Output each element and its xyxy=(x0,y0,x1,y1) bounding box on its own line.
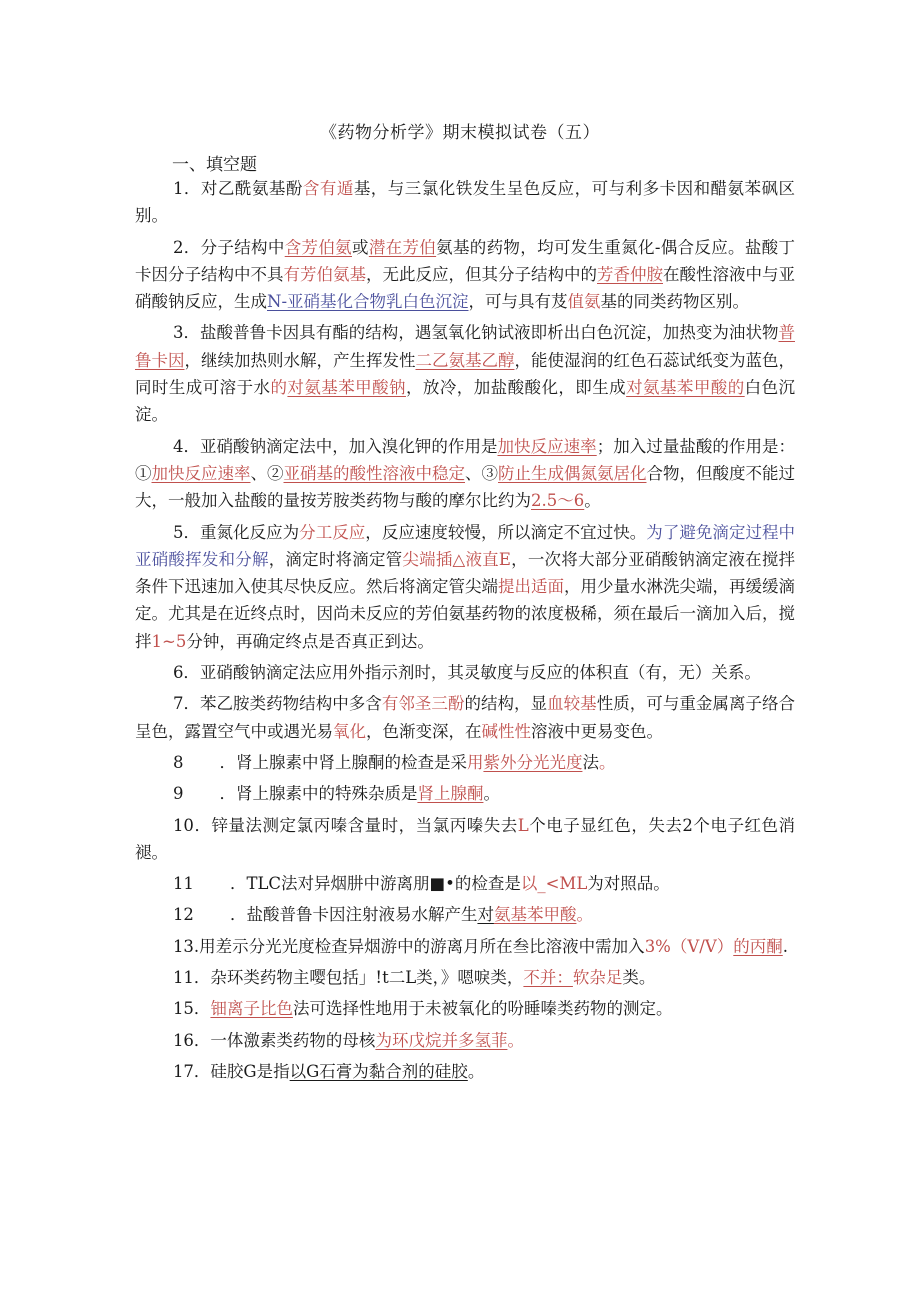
answer-text: 氨基苯甲酸 xyxy=(493,905,577,925)
question-text: 性质，可与重金属离子络合呈色，露置空气中或遇光易 xyxy=(135,694,796,741)
answer-text: 值氨 xyxy=(567,292,601,312)
question-text: . xyxy=(782,936,789,956)
question-q17 xyxy=(135,1058,795,1085)
question-q8 xyxy=(135,749,795,776)
question-text: 17．硅胶G是指 xyxy=(172,1061,290,1081)
question-q9 xyxy=(135,780,795,807)
question-text: 15． xyxy=(172,999,211,1019)
answer-text: 加快反应速率 xyxy=(151,463,251,483)
answer-text: 碱性性 xyxy=(481,721,531,741)
question-text: 11 xyxy=(172,874,194,894)
answer-text: 含芳伯氨 xyxy=(284,237,352,257)
question-text: 11．杂环类药物主嘤包括」!t二L类，》嗯唳类， xyxy=(172,968,524,988)
answer-text: 提出适面 xyxy=(498,577,564,597)
answer-text: L xyxy=(517,815,529,835)
question-text: 4．亚硝酸钠滴定法中，加入溴化钾的作用是 xyxy=(172,436,498,456)
question-text: ，放冷，加盐酸酸化，即生成 xyxy=(405,378,627,398)
question-text: 的结构，显 xyxy=(464,694,548,714)
answer-text: 以_<ML xyxy=(520,874,588,894)
question-text: 1．对乙酰氨基酚 xyxy=(172,179,303,198)
question-text: ；加入过量盐酸的作用是：① xyxy=(135,436,796,483)
answer-text: 含有遁 xyxy=(302,179,354,198)
question-text: 基，与三氯化铁发生呈色反应，可与利多卡因和醋氨苯砜区别。 xyxy=(135,179,796,226)
question-text: 法 xyxy=(582,752,599,772)
question-text: 溶液中更易变色。 xyxy=(531,721,663,741)
question-list xyxy=(135,175,795,1089)
answer-text: 有邻圣三酚 xyxy=(381,694,465,714)
question-q1 xyxy=(135,175,795,230)
question-text: 法可选择性地用于未被氧化的吩睡嗪类药物的测定。 xyxy=(292,999,673,1019)
question-text: 、② xyxy=(250,463,284,483)
question-text: 2．分子结构中 xyxy=(172,237,285,257)
answer-text: 血较基 xyxy=(547,694,597,714)
question-text: 3．盐酸普鲁卡因具有酯的结构，遇氢氧化钠试液即析出白色沉淀，加热变为油状物 xyxy=(172,323,779,343)
answer-text: 3%（V/V） xyxy=(644,936,734,956)
answer-text: 亚硝基的酸性溶液中稳定 xyxy=(283,463,465,483)
question-q12 xyxy=(135,901,795,928)
question-q16 xyxy=(135,1027,795,1054)
question-text: ，可与具有芨 xyxy=(468,292,568,312)
answer-text: 。 xyxy=(576,905,593,925)
question-q2 xyxy=(135,234,795,316)
answer-text: 有芳伯氨基 xyxy=(283,264,366,284)
answer-text: 不并： xyxy=(523,968,573,988)
question-text: 8 xyxy=(172,752,184,772)
answer-text: 防止生成偶氮氨居化 xyxy=(498,463,647,483)
question-text: 合物，但酸度不能过大，一般加入盐酸的量按芳胺类药物与酸的摩尔比约为 xyxy=(135,463,795,511)
question-text: 。 xyxy=(483,784,500,804)
answer-text: 软杂足 xyxy=(572,968,623,988)
answer-text: 为环戊烷并多氢菲 xyxy=(375,1030,508,1050)
question-text: 、③ xyxy=(465,463,498,483)
answer-text: 为了避免滴定过程中亚硝酸挥发和分解 xyxy=(135,522,796,569)
question-q5 xyxy=(135,519,795,655)
question-q14 xyxy=(135,964,795,991)
question-text: ，能使湿润的红色石蕊试纸变为蓝色，同时生成可溶于水 xyxy=(135,350,795,398)
answer-text: 对氨基苯甲酸的 xyxy=(626,378,745,398)
question-text: ，用少量水淋洗尖端，再缓缓滴定。尤其是在近终点时，因尚未反应的芳伯氨基药物的浓度极稀，须在最后一滴加入后，搅拌 xyxy=(135,577,795,651)
question-text: 白色沉淀。 xyxy=(135,378,796,425)
question-q3 xyxy=(135,319,795,428)
answer-text: 1~5 xyxy=(151,631,187,651)
question-text: ．肾上腺素中肾上腺酮的检查是采 xyxy=(219,752,467,772)
question-text: ，一次将大部分亚硝酸钠滴定液在搅拌条件下迅速加入使其尽快反应。然后将滴定管尖端 xyxy=(135,549,796,597)
question-q7 xyxy=(135,690,795,745)
question-q10 xyxy=(135,812,795,867)
question-text: 以G石膏为黏合剂的硅胶 xyxy=(289,1061,468,1081)
question-text: 。 xyxy=(584,491,601,511)
question-text: ，滴定时将滴定管 xyxy=(268,549,403,569)
question-text: 在酸性溶液中与亚硝酸钠反应，生成 xyxy=(135,264,795,312)
question-q4 xyxy=(135,433,795,515)
question-text: 分钟，再确定终点是否真正到达。 xyxy=(186,631,434,651)
question-q13 xyxy=(135,933,795,960)
question-text: 6．亚硝酸钠滴定法应用外指示剂时，其灵敏度与反应的体积直（有，无）关系。 xyxy=(172,663,761,683)
question-text: 基的同类药物区别。 xyxy=(600,292,750,312)
page-title: 《药物分析学》期末模拟试卷（五） xyxy=(320,123,600,143)
question-text: ．盐酸普鲁卡因注射液易水解产生 xyxy=(229,905,478,925)
question-text: 类。 xyxy=(622,968,656,988)
answer-text: 潜在芳伯 xyxy=(368,237,437,257)
answer-text: 加快反应速率 xyxy=(497,436,597,456)
question-text: ．肾上腺素中的特殊杂质是 xyxy=(219,784,418,804)
question-text: 9 xyxy=(172,784,184,804)
answer-text: 用 xyxy=(466,752,484,772)
answer-text: 紫外分光光度 xyxy=(483,752,583,772)
answer-text: 。 xyxy=(507,1030,524,1050)
answer-text: 的 xyxy=(270,378,288,398)
answer-text: 氧化 xyxy=(333,721,366,741)
question-text: 。 xyxy=(467,1061,485,1081)
question-text: 5．重氮化反应为 xyxy=(172,522,300,542)
answer-text: 尖端插△液直E xyxy=(402,549,511,569)
question-q15 xyxy=(135,995,795,1022)
answer-text: 芳香仲胺 xyxy=(597,264,663,284)
answer-text: 肾上腺酮 xyxy=(417,784,484,804)
question-text: 为对照品。 xyxy=(587,874,670,894)
question-text: 7．苯乙胺类药物结构中多含 xyxy=(172,694,382,714)
question-text: ，色渐变深，在 xyxy=(366,721,482,741)
section-heading: 一、填空题 xyxy=(172,155,257,175)
question-text: ，继续加热则水解，产生挥发性 xyxy=(184,350,416,370)
answer-text: 对氨基苯甲酸钠 xyxy=(287,378,406,398)
question-text: 个电子显红色，失去2个电子红色消褪。 xyxy=(135,815,795,862)
question-text: ，反应速度较慢，所以滴定不宜过快。 xyxy=(365,522,647,542)
answer-text: 钿离子比色 xyxy=(210,999,293,1019)
question-q11 xyxy=(135,870,795,897)
question-text: 对 xyxy=(477,905,494,925)
question-text: ，无此反应，但其分子结构中的 xyxy=(366,264,597,284)
question-text: 13.用差示分光光度检查异烟游中的游离月所在叁比溶液中需加入 xyxy=(172,936,645,956)
answer-text: 的丙酮 xyxy=(733,936,783,956)
question-text: 氨基的药物，均可发生重氮化-偶合反应。盐酸丁卡因分子结构中不具 xyxy=(135,237,796,284)
question-text: ．TLC法对异烟肼中游离朋■•的检查是 xyxy=(229,874,521,894)
answer-text: N-亚硝基化合物乳白色沉淀 xyxy=(267,292,469,312)
question-q6 xyxy=(135,659,795,686)
answer-text: 2.5～6 xyxy=(531,491,585,511)
answer-text: 普鲁卡因 xyxy=(135,323,795,370)
question-text: 12 xyxy=(172,905,194,925)
question-text: 16．一体激素类药物的母核 xyxy=(172,1030,376,1050)
answer-text: 。 xyxy=(598,752,616,772)
answer-text: 分工反应 xyxy=(299,522,366,542)
answer-text: 二乙氨基乙醇 xyxy=(415,350,515,370)
question-text: 或 xyxy=(352,237,369,257)
question-text: 10．锌量法测定氯丙嗪含量时，当氯丙嗪失去 xyxy=(172,815,518,835)
